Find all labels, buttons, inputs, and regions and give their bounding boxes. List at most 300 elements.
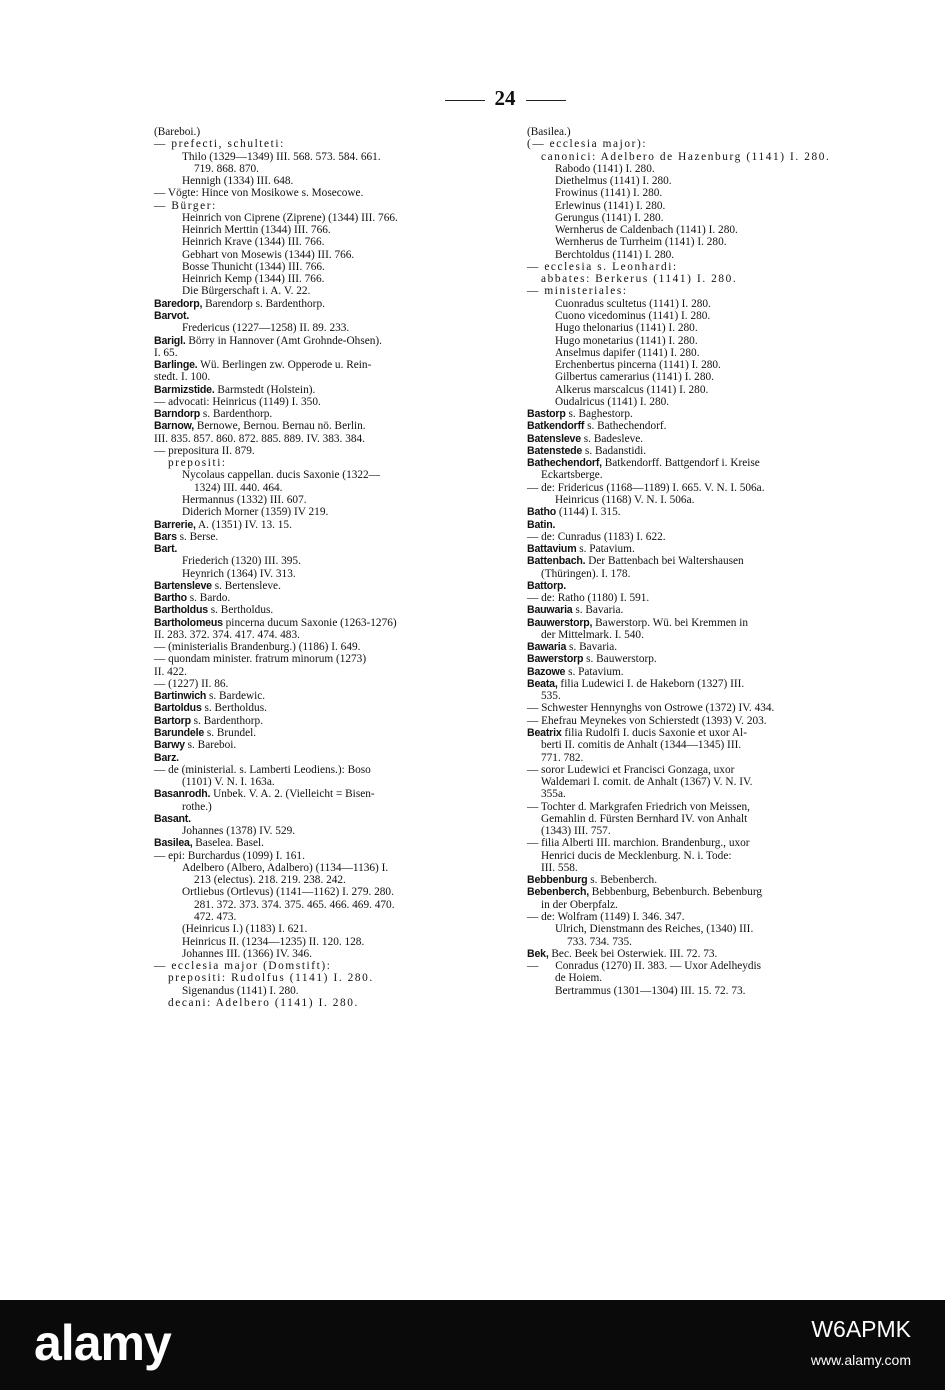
index-text: prepositi: Rudolfus (1141) I. 280.	[168, 972, 374, 985]
index-line	[527, 568, 877, 580]
index-line	[527, 555, 877, 567]
index-text: — de: Fridericus (1168—1189) I. 665. V. N. I. 506a.	[527, 481, 765, 494]
index-headword: Barlinge.	[154, 359, 198, 372]
index-line	[154, 727, 504, 739]
index-line	[527, 138, 877, 150]
index-line	[154, 175, 504, 187]
index-text: Diethelmus (1141) I. 280.	[555, 175, 672, 188]
index-line	[154, 322, 504, 334]
page-number-rule-right	[526, 100, 566, 101]
index-headword: Bauwaria	[527, 604, 573, 617]
index-text: Cuonradus scultetus (1141) I. 280.	[555, 297, 711, 310]
index-line	[154, 850, 504, 862]
index-text: Hennigh (1334) III. 648.	[182, 175, 294, 188]
index-text: 472. 473.	[194, 911, 237, 923]
index-text: prepositi:	[168, 457, 227, 470]
index-text: 281. 372. 373. 374. 375. 465. 466. 469. 470.	[194, 898, 395, 911]
index-line	[527, 788, 877, 800]
index-text: Henrici ducis de Mecklenburg. N. i. Tode:	[541, 849, 732, 862]
index-line	[154, 126, 504, 138]
index-line	[527, 175, 877, 187]
index-headword: Beatrix	[527, 727, 562, 740]
index-headword: Batho	[527, 506, 557, 519]
index-headword: Battorp.	[527, 579, 567, 592]
index-headword: Baredorp,	[154, 297, 203, 310]
index-text: decani: Adelbero (1141) I. 280.	[168, 996, 359, 1009]
index-line	[154, 494, 504, 506]
index-line	[527, 678, 877, 690]
index-text: abbates: Berkerus (1141) I. 280.	[541, 273, 738, 286]
index-line	[527, 813, 877, 825]
index-line	[527, 739, 877, 751]
index-text: Die Bürgerschaft i. A. V. 22.	[182, 285, 311, 298]
index-text: Bertrammus (1301—1304) III. 15. 72. 73.	[555, 984, 746, 997]
index-line	[154, 445, 504, 457]
index-headword: Bawerstorp	[527, 653, 584, 666]
page-number	[430, 86, 580, 111]
index-text: 355a.	[541, 788, 566, 801]
index-line	[154, 506, 504, 518]
index-line	[527, 506, 877, 518]
index-text: — ecclesia major (Domstift):	[154, 960, 332, 973]
index-text: — Schwester Hennynghs von Ostrowe (1372) IV. 434.	[527, 702, 775, 715]
index-headword: Bartholdus	[154, 604, 208, 617]
index-line	[527, 801, 877, 813]
index-headword: Bathechendorf,	[527, 457, 602, 470]
index-line	[154, 531, 504, 543]
index-text: Hugo thelonarius (1141) I. 280.	[555, 322, 698, 335]
index-text: Oudalricus (1141) I. 280.	[555, 395, 670, 408]
index-text: Erchenbertus pincerna (1141) I. 280.	[555, 359, 721, 372]
index-text: Wernherus de Turrheim (1141) I. 280.	[555, 236, 727, 249]
index-text: — Ehefrau Meynekes von Schierstedt (1393) V. 203.	[527, 714, 767, 727]
index-line	[527, 936, 877, 948]
index-line	[154, 273, 504, 285]
index-line	[527, 298, 877, 310]
index-line	[154, 678, 504, 690]
index-headword: Bartinwich	[154, 690, 207, 703]
index-text: — (ministerialis Brandenburg.) (1186) I. 649.	[154, 641, 361, 654]
index-line	[527, 261, 877, 273]
index-line	[527, 187, 877, 199]
index-headword: Barigl.	[154, 334, 186, 347]
index-headword: Bauwerstorp,	[527, 616, 593, 629]
index-text: — de: Wolfram (1149) I. 346. 347.	[527, 911, 685, 923]
index-text: (— ecclesia major):	[527, 138, 648, 151]
index-line	[527, 212, 877, 224]
index-line	[154, 469, 504, 481]
index-line	[527, 482, 877, 494]
index-line	[154, 347, 504, 359]
index-line	[154, 592, 504, 604]
index-line	[527, 752, 877, 764]
index-line	[527, 727, 877, 739]
index-line	[527, 948, 877, 960]
index-text: 213 (electus). 218. 219. 238. 242.	[194, 874, 346, 887]
index-text: — quondam minister. fratrum minorum (1273)	[154, 653, 367, 666]
index-headword: Barz.	[154, 751, 179, 764]
index-text: 719. 868. 870.	[194, 162, 259, 175]
index-line	[527, 850, 877, 862]
index-text: filia Ludewici I. de Hakeborn (1327) III.	[557, 677, 745, 690]
index-text: (Thüringen). I. 178.	[541, 567, 631, 580]
index-line	[527, 457, 877, 469]
index-line	[154, 335, 504, 347]
index-line	[527, 347, 877, 359]
index-text: Gebhart von Mosewis (1344) III. 766.	[182, 248, 355, 261]
index-headword: Batin.	[527, 518, 556, 531]
index-line	[154, 187, 504, 199]
index-line	[154, 298, 504, 310]
index-line	[527, 420, 877, 432]
index-headword: Barvot.	[154, 309, 190, 322]
index-line	[527, 923, 877, 935]
index-line	[154, 629, 504, 641]
index-text: — de: Cunradus (1183) I. 622.	[527, 530, 666, 543]
index-line	[154, 151, 504, 163]
index-line	[154, 666, 504, 678]
index-line	[527, 285, 877, 297]
index-text: Alkerus marscalcus (1141) I. 280.	[555, 383, 709, 396]
index-headword: Bawaria	[527, 641, 567, 654]
index-line	[154, 224, 504, 236]
index-text: berti II. comitis de Anhalt (1344—1345) III.	[541, 739, 742, 752]
index-line	[154, 138, 504, 150]
index-text: s. Berse.	[176, 530, 219, 543]
index-text: Bernowe, Bernou. Bernau nö. Berlin.	[194, 420, 366, 433]
index-text: Wü. Berlingen zw. Opperode u. Rein-	[197, 359, 372, 372]
index-text: Bawerstorp. Wü. bei Kremmen in	[592, 616, 749, 629]
index-text: Erlewinus (1141) I. 280.	[555, 199, 666, 212]
index-text: s. Bauwerstorp.	[583, 653, 657, 666]
index-headword: Basant.	[154, 812, 191, 825]
index-text: Heinrich Merttin (1344) III. 766.	[182, 224, 331, 237]
image-id: W6APMK	[811, 1316, 911, 1342]
index-line	[154, 359, 504, 371]
index-headword: Battenbach.	[527, 555, 586, 568]
index-text: Der Battenbach bei Waltershausen	[585, 555, 744, 568]
index-line	[154, 543, 504, 555]
index-text: II. 422.	[154, 665, 187, 678]
index-text: Batkendorff. Battgendorf i. Kreise	[601, 457, 760, 470]
index-text: stedt. I. 100.	[154, 371, 211, 384]
index-line	[527, 163, 877, 175]
index-text: Frowinus (1141) I. 280.	[555, 187, 663, 200]
index-line	[154, 862, 504, 874]
index-text: Gemahlin d. Fürsten Bernhard IV. von Anhalt	[541, 812, 748, 825]
right-column	[527, 126, 877, 997]
index-text: s. Bareboi.	[184, 739, 237, 752]
index-text: Fredericus (1227—1258) II. 89. 233.	[182, 322, 350, 335]
index-headword: Bazowe	[527, 665, 566, 678]
index-line	[154, 604, 504, 616]
index-line	[154, 420, 504, 432]
index-text: Heinrich Kemp (1344) III. 766.	[182, 273, 325, 286]
index-text: — Vögte: Hince von Mosikowe s. Mosecowe.	[154, 187, 364, 200]
index-text: s. Brundel.	[204, 727, 257, 740]
index-line	[527, 322, 877, 334]
index-headword: Batensleve	[527, 432, 581, 445]
index-text: — Bürger:	[154, 199, 217, 212]
index-line	[527, 469, 877, 481]
index-text: (1343) III. 757.	[541, 825, 611, 838]
index-line	[154, 715, 504, 727]
index-line	[527, 972, 877, 984]
index-line	[154, 641, 504, 653]
index-text: — ecclesia s. Leonhardi:	[527, 260, 678, 273]
index-line	[154, 948, 504, 960]
index-text: Heynrich (1364) IV. 313.	[182, 567, 296, 580]
index-headword: Barwy	[154, 739, 185, 752]
index-text: Anselmus dapifer (1141) I. 280.	[555, 346, 700, 359]
index-line	[527, 408, 877, 420]
index-text: — soror Ludewici et Francisci Gonzaga, uxor	[527, 763, 735, 776]
index-line	[527, 433, 877, 445]
index-line	[154, 936, 504, 948]
index-line	[527, 690, 877, 702]
index-line	[527, 236, 877, 248]
index-line	[154, 764, 504, 776]
index-line	[527, 359, 877, 371]
index-text: s. Bertholdus.	[207, 604, 274, 617]
index-line	[154, 997, 504, 1009]
index-text: pincerna ducum Saxonie (1263-1276)	[222, 616, 397, 629]
index-text: 771. 782.	[541, 751, 584, 764]
index-headword: Bek,	[527, 947, 549, 960]
index-text: Bec. Beek bei Osterwiek. III. 72. 73.	[548, 947, 718, 960]
index-line	[527, 702, 877, 714]
index-line	[154, 617, 504, 629]
index-text: filia Rudolfi I. ducis Saxonie et uxor Al-	[561, 727, 747, 740]
index-text: canonici: Adelbero de Hazenburg (1141) I. 280.	[541, 150, 831, 163]
index-line	[527, 371, 877, 383]
index-text: Heinricus II. (1234—1235) II. 120. 128.	[182, 935, 365, 948]
index-line	[527, 494, 877, 506]
index-text: — filia Alberti III. marchion. Brandenburg., uxor	[527, 837, 750, 850]
index-text: — de: Ratho (1180) I. 591.	[527, 592, 650, 605]
index-text: Barmstedt (Holstein).	[214, 383, 316, 396]
index-text: Heinricus (1168) V. N. I. 506a.	[555, 493, 695, 506]
stock-watermark-bar	[0, 1300, 945, 1390]
index-line	[154, 813, 504, 825]
index-line	[154, 457, 504, 469]
index-line	[527, 641, 877, 653]
index-text: Adelbero (Albero, Adalbero) (1134—1136) I.	[182, 861, 389, 874]
index-text: — de (ministerial. s. Lamberti Leodiens.): Boso	[154, 763, 371, 776]
index-text: Berchtoldus (1141) I. 280.	[555, 248, 675, 261]
index-text: Wernherus de Caldenbach (1141) I. 280.	[555, 224, 738, 237]
index-text: Johannes III. (1366) IV. 346.	[182, 947, 312, 960]
index-line	[527, 653, 877, 665]
index-text: s. Badanstidi.	[582, 444, 647, 457]
index-text: Sigenandus (1141) I. 280.	[182, 984, 299, 997]
index-line	[154, 825, 504, 837]
index-text: s. Bardo.	[186, 592, 231, 605]
index-headword: Bartensleve	[154, 579, 212, 592]
index-headword: Bastorp	[527, 408, 566, 421]
index-text: s. Bavaria.	[566, 641, 618, 654]
index-line	[527, 519, 877, 531]
index-text: (1101) V. N. I. 163a.	[182, 776, 275, 789]
index-line	[527, 531, 877, 543]
index-headword: Basanrodh.	[154, 788, 211, 801]
index-line	[527, 249, 877, 261]
index-line	[527, 200, 877, 212]
index-headword: Bartholomeus	[154, 616, 223, 629]
index-line	[154, 580, 504, 592]
index-headword: Bebbenburg	[527, 874, 588, 887]
index-line	[154, 568, 504, 580]
index-line	[154, 702, 504, 714]
index-text: s. Bertholdus.	[201, 702, 267, 715]
index-text: s. Patavium.	[565, 665, 624, 678]
page-number-text: 24	[494, 86, 516, 110]
index-line	[154, 249, 504, 261]
index-headword: Barmizstide.	[154, 383, 215, 396]
index-text: (Bareboi.)	[154, 126, 201, 138]
index-line	[527, 224, 877, 236]
index-text: — Conradus (1270) II. 383. — Uxor Adelheydis	[527, 960, 762, 973]
index-text: 733. 734. 735.	[567, 935, 632, 948]
index-headword: Barrerie,	[154, 518, 196, 531]
index-text: Johannes (1378) IV. 529.	[182, 825, 296, 838]
index-line	[527, 862, 877, 874]
index-text: s. Bertensleve.	[211, 579, 281, 592]
index-line	[154, 261, 504, 273]
index-text: — prepositura II. 879.	[154, 444, 255, 457]
page-number-rule-left	[445, 100, 485, 101]
index-line	[154, 874, 504, 886]
index-line	[154, 972, 504, 984]
index-text: Heinrich Krave (1344) III. 766.	[182, 236, 325, 249]
index-text: — ministeriales:	[527, 285, 628, 298]
index-line	[527, 543, 877, 555]
index-line	[154, 886, 504, 898]
left-column	[154, 126, 504, 1009]
index-text: Bebbenburg, Bebenburch. Bebenburg	[588, 886, 763, 899]
index-line	[154, 163, 504, 175]
index-line	[154, 739, 504, 751]
index-line	[154, 555, 504, 567]
index-line	[154, 899, 504, 911]
index-text: III. 558.	[541, 861, 578, 874]
index-line	[154, 837, 504, 849]
index-text: II. 283. 372. 374. 417. 474. 483.	[154, 628, 300, 641]
index-text: Unbek. V. A. 2. (Vielleicht = Bisen-	[210, 788, 375, 801]
index-text: Waldemari I. comit. de Anhalt (1367) V. N. IV.	[541, 776, 753, 789]
index-text: Gerungus (1141) I. 280.	[555, 211, 664, 224]
index-text: s. Bardewic.	[206, 690, 266, 703]
index-line	[527, 899, 877, 911]
index-headword: Bartorp	[154, 714, 191, 727]
index-headword: Bebenberch,	[527, 886, 589, 899]
index-text: Baselea. Basel.	[192, 837, 264, 850]
index-text: Nycolaus cappellan. ducis Saxonie (1322—	[182, 469, 380, 482]
index-text: s. Bardenthorp.	[190, 714, 264, 727]
index-text: I. 65.	[154, 346, 178, 359]
stock-logo: alamy	[34, 1315, 171, 1371]
index-line	[527, 764, 877, 776]
index-headword: Barnow,	[154, 420, 194, 433]
index-line	[154, 482, 504, 494]
index-text: der Mittelmark. I. 540.	[541, 628, 644, 641]
index-text: — advocati: Heinricus (1149) I. 350.	[154, 395, 321, 408]
index-line	[154, 236, 504, 248]
index-line	[527, 985, 877, 997]
index-line	[154, 396, 504, 408]
index-line	[154, 433, 504, 445]
index-line	[154, 371, 504, 383]
index-text: — prefecti, schulteti:	[154, 138, 285, 151]
index-headword: Battavium	[527, 543, 577, 556]
index-headword: Bart.	[154, 543, 178, 556]
index-text: (Heinricus I.) (1183) I. 621.	[182, 923, 308, 936]
index-text: Cuono vicedominus (1141) I. 280.	[555, 309, 711, 322]
index-line	[527, 151, 877, 163]
index-text: in der Oberpfalz.	[541, 898, 618, 911]
index-line	[154, 911, 504, 923]
index-text: A. (1351) IV. 13. 15.	[195, 518, 292, 531]
index-line	[154, 923, 504, 935]
index-text: Hugo monetarius (1141) I. 280.	[555, 334, 698, 347]
index-headword: Batenstede	[527, 444, 583, 457]
index-text: — Tochter d. Markgrafen Friedrich von Meissen,	[527, 800, 750, 813]
index-line	[154, 519, 504, 531]
index-text: Gilbertus camerarius (1141) I. 280.	[555, 371, 714, 384]
index-line	[527, 911, 877, 923]
index-headword: Batkendorff	[527, 420, 585, 433]
index-text: Ortliebus (Ortlevus) (1141—1162) I. 279. 280.	[182, 886, 394, 899]
index-line	[154, 776, 504, 788]
index-line	[527, 874, 877, 886]
index-text: rothe.)	[182, 800, 212, 813]
index-line	[154, 200, 504, 212]
index-text: 1324) III. 440. 464.	[194, 481, 283, 494]
index-text: Heinrich von Ciprene (Ziprene) (1344) III. 766.	[182, 211, 398, 224]
index-text: s. Baghestorp.	[565, 408, 633, 421]
index-line	[154, 285, 504, 297]
index-text: (1144) I. 315.	[556, 506, 621, 519]
index-line	[527, 126, 877, 138]
index-line	[527, 396, 877, 408]
index-line	[527, 666, 877, 678]
index-text: s. Badesleve.	[580, 432, 644, 445]
index-line	[154, 788, 504, 800]
index-text: Börry in Hannover (Amt Grohnde-Ohsen).	[185, 334, 382, 347]
index-text: Rabodo (1141) I. 280.	[555, 162, 655, 175]
index-headword: Barndorp	[154, 408, 201, 421]
index-headword: Bars	[154, 530, 177, 543]
index-line	[154, 985, 504, 997]
index-text: Barendorp s. Bardenthorp.	[202, 297, 325, 310]
index-text: Diderich Morner (1359) IV 219.	[182, 506, 329, 519]
index-line	[527, 592, 877, 604]
index-line	[527, 445, 877, 457]
index-headword: Bartho	[154, 592, 187, 605]
index-text: — epi: Burchardus (1099) I. 161.	[154, 849, 305, 862]
index-line	[154, 653, 504, 665]
index-line	[154, 801, 504, 813]
index-text: Bosse Thunicht (1344) III. 766.	[182, 260, 325, 273]
index-text: Eckartsberge.	[541, 469, 603, 482]
index-line	[527, 384, 877, 396]
index-line	[527, 886, 877, 898]
index-line	[154, 960, 504, 972]
index-text: Ulrich, Dienstmann des Reiches, (1340) III.	[555, 923, 754, 936]
stock-url: www.alamy.com	[810, 1352, 911, 1368]
index-line	[527, 310, 877, 322]
index-line	[527, 617, 877, 629]
